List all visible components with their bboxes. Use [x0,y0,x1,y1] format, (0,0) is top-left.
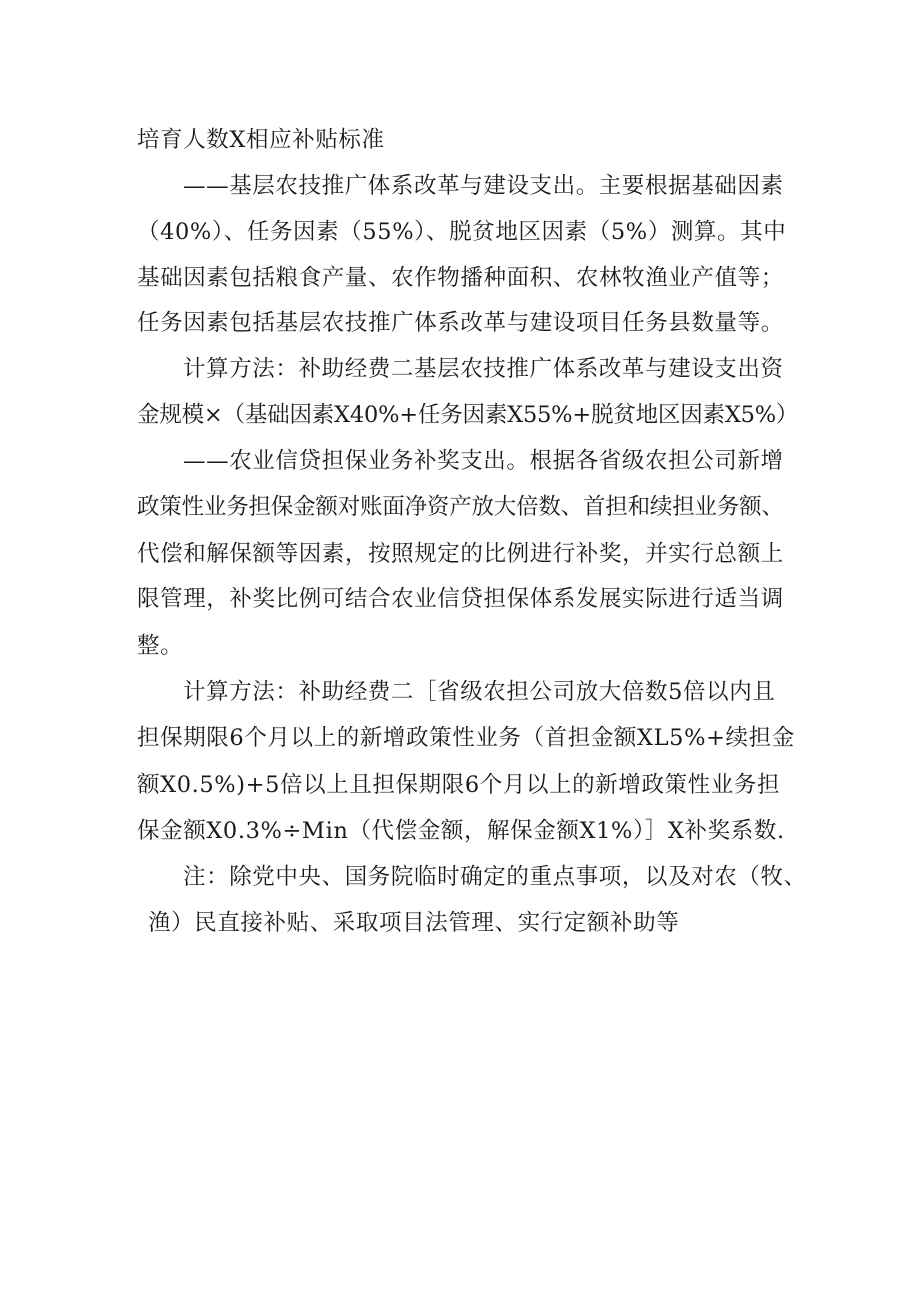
text-line-note-2: 渔）民直接补贴、采取项目法管理、实行定额补助等 [148,910,680,936]
text-line-note-1: 注：除党中央、国务院临时确定的重点事项，以及对农（牧、 [183,864,807,890]
text-line-formula-credit-3: 额X0.5%)+5倍以上且担保期限6个月以上的新增政策性业务担 [137,772,781,798]
text-line-formula-extension-2: 金规模×（基础因素X40%+任务因素X55%+脱贫地区因素X5%） [137,402,799,428]
text-line-credit-body-4: 整。 [137,633,184,659]
text-line-formula-extension-1: 计算方法：补助经费二基层农技推广体系改革与建设支出资 [183,356,784,382]
text-line-basic-factors: 基础因素包括粮食产量、农作物播种面积、农林牧渔业产值等； [137,265,784,291]
text-line-factor-weights: （40%）、任务因素（55%）、脱贫地区因素（5%）测算。其中 [137,219,787,245]
text-line-task-factors: 任务因素包括基层农技推广体系改革与建设项目任务县数量等。 [137,310,784,336]
text-line-credit-body-1: 政策性业务担保金额对账面净资产放大倍数、首担和续担业务额、 [137,494,784,520]
text-line-formula-credit-1: 计算方法：补助经费二［省级农担公司放大倍数5倍以内且 [183,679,776,705]
text-line-formula-credit-2: 担保期限6个月以上的新增政策性业务（首担金额XL5%+续担金 [137,725,795,751]
text-line-continuation: 培育人数X相应补贴标准 [137,127,385,153]
text-line-credit-body-2: 代偿和解保额等因素，按照规定的比例进行补奖，并实行总额上 [137,541,784,567]
text-line-formula-credit-4: 保金额X0.3%÷Min（代偿金额，解保金额X1%）］X补奖系数. [137,818,785,844]
text-line-section-heading-credit: ——农业信贷担保业务补奖支出。根据各省级农担公司新增 [183,448,784,474]
text-line-section-heading-extension: ——基层农技推广体系改革与建设支出。主要根据基础因素 [183,173,784,199]
text-line-credit-body-3: 限管理，补奖比例可结合农业信贷担保体系发展实际进行适当调 [137,586,784,612]
